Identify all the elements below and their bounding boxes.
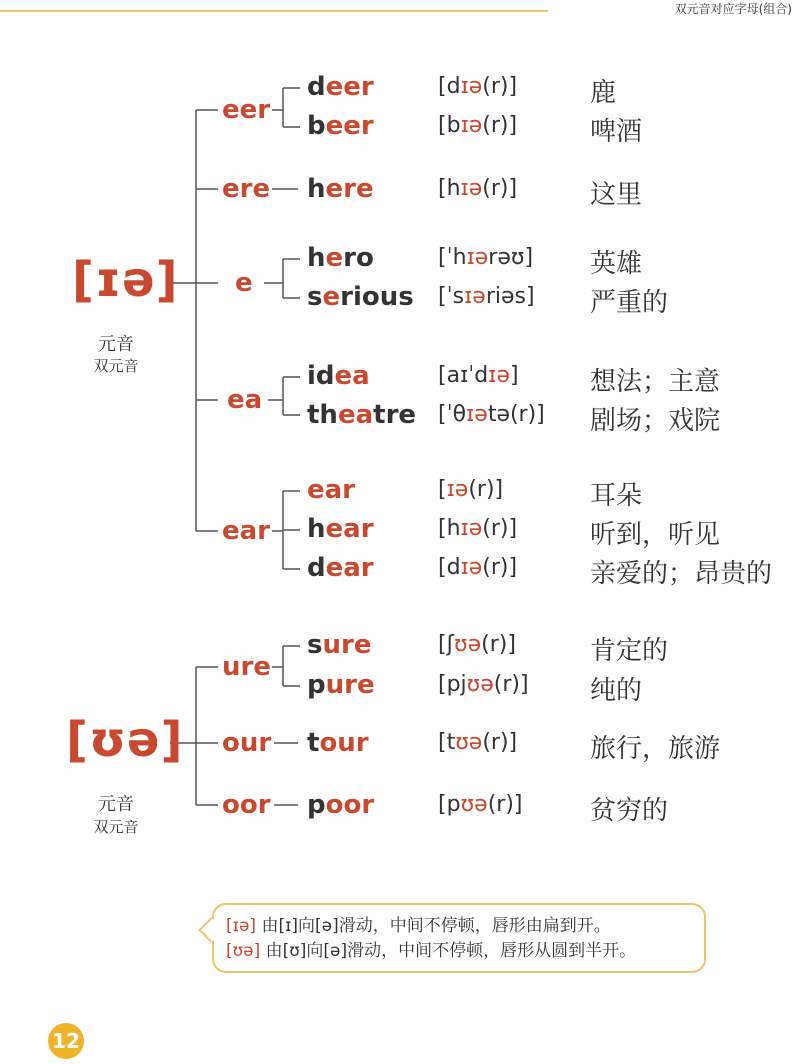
meaning-beer: 啤酒 bbox=[590, 117, 643, 147]
meaning-poor: 贫穷的 bbox=[590, 796, 669, 826]
spelling-ear: ear bbox=[222, 516, 271, 546]
ipa-hero: [ˈhɪərəʊ] bbox=[438, 245, 534, 270]
ipa-beer: [bɪə(r)] bbox=[438, 113, 518, 138]
meaning-dear: 亲爱的；昂贵的 bbox=[590, 559, 773, 589]
ipa-dear: [dɪə(r)] bbox=[438, 555, 518, 580]
meaning-ear: 耳朵 bbox=[590, 481, 643, 511]
word-idea: idea bbox=[307, 361, 370, 391]
ipa-ear: [ɪə(r)] bbox=[438, 477, 504, 502]
word-pure: pure bbox=[307, 670, 375, 700]
spelling-our: our bbox=[222, 728, 272, 758]
spelling-oor: oor bbox=[222, 790, 271, 820]
word-poor: poor bbox=[307, 790, 375, 820]
spelling-e: e bbox=[235, 268, 253, 298]
section-title: 双元音对应字母(组合) bbox=[674, 2, 792, 16]
meaning-sure: 肯定的 bbox=[590, 636, 669, 666]
meaning-tour: 旅行，旅游 bbox=[590, 734, 721, 764]
ipa-deer: [dɪə(r)] bbox=[438, 74, 518, 99]
word-sure: sure bbox=[307, 630, 372, 660]
spelling-ure: ure bbox=[222, 652, 271, 682]
meaning-theatre: 剧场；戏院 bbox=[590, 406, 721, 436]
phoneme-ue: [ʊə] bbox=[66, 712, 184, 768]
ipa-hear: [hɪə(r)] bbox=[438, 516, 518, 541]
phoneme-ie: [ɪə] bbox=[72, 252, 179, 308]
meaning-idea: 想法；主意 bbox=[590, 367, 721, 397]
phoneme-subtype: 双元音 bbox=[93, 818, 139, 836]
word-hero: hero bbox=[307, 243, 374, 273]
page-number: 12 bbox=[48, 1023, 84, 1059]
note-line-2: [ʊə] 由[ʊ]向[ə]滑动，中间不停顿，唇形从圆到半开。 bbox=[226, 941, 637, 961]
meaning-serious: 严重的 bbox=[590, 288, 669, 318]
word-tour: tour bbox=[307, 728, 369, 758]
ipa-tour: [tʊə(r)] bbox=[438, 730, 518, 755]
spelling-ea: ea bbox=[227, 385, 263, 415]
phoneme-type: 元音 bbox=[98, 794, 134, 815]
word-hear: hear bbox=[307, 514, 374, 544]
word-ear: ear bbox=[307, 475, 356, 505]
ipa-here: [hɪə(r)] bbox=[438, 176, 518, 201]
word-serious: serious bbox=[307, 282, 414, 312]
meaning-here: 这里 bbox=[590, 180, 643, 210]
ipa-poor: [pʊə(r)] bbox=[438, 792, 523, 817]
phoneme-subtype: 双元音 bbox=[93, 357, 139, 375]
pronunciation-note bbox=[212, 903, 706, 973]
spelling-eer: eer bbox=[222, 95, 271, 125]
ipa-serious: [ˈsɪəriəs] bbox=[438, 284, 535, 309]
meaning-hero: 英雄 bbox=[590, 249, 643, 279]
meaning-pure: 纯的 bbox=[590, 676, 643, 706]
word-deer: deer bbox=[307, 72, 374, 102]
ipa-sure: [ʃʊə(r)] bbox=[438, 632, 516, 657]
word-theatre: theatre bbox=[307, 400, 417, 430]
ipa-pure: [pjʊə(r)] bbox=[438, 672, 529, 697]
ipa-theatre: [ˈθɪətə(r)] bbox=[438, 402, 545, 427]
note-line-1: [ɪə] 由[ɪ]向[ə]滑动，中间不停顿，唇形由扁到开。 bbox=[226, 916, 611, 936]
meaning-hear: 听到，听见 bbox=[590, 520, 721, 550]
word-beer: beer bbox=[307, 111, 374, 141]
word-here: here bbox=[307, 174, 374, 204]
ipa-idea: [aɪˈdɪə] bbox=[438, 363, 519, 388]
spelling-ere: ere bbox=[222, 174, 271, 204]
phoneme-type: 元音 bbox=[98, 334, 134, 355]
word-dear: dear bbox=[307, 553, 374, 583]
meaning-deer: 鹿 bbox=[590, 78, 617, 108]
